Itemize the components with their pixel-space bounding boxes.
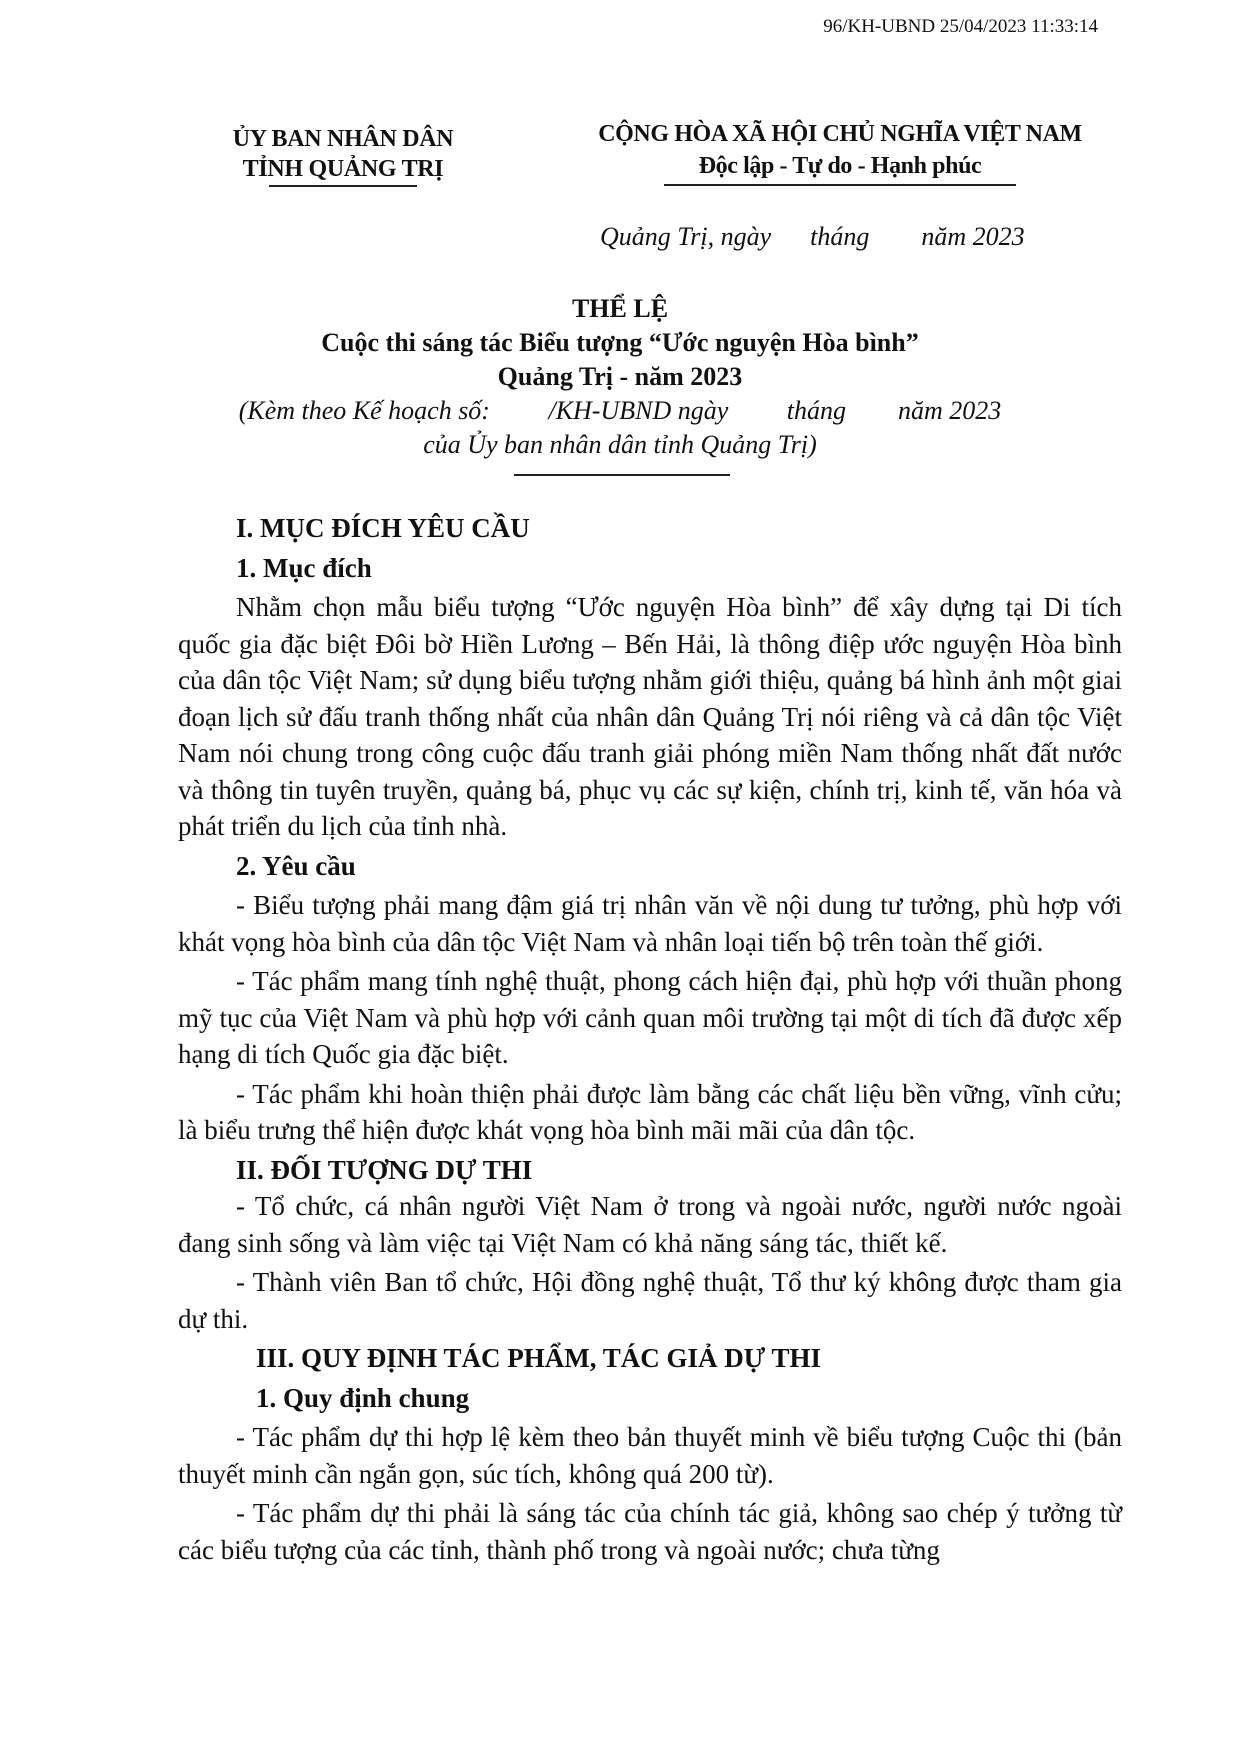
authority-underline	[269, 185, 417, 187]
section-heading: I. MỤC ĐÍCH YÊU CẦU	[236, 513, 530, 543]
paragraph: - Tác phẩm dự thi hợp lệ kèm theo bản thuyết minh về biểu tượng Cuộc thi (bản thuyết minh cần ngắn gọn, súc tích, không quá 200 từ).	[178, 1422, 1122, 1489]
paragraph: Nhằm chọn mẫu biểu tượng “Ước nguyện Hòa bình” để xây dựng tại Di tích quốc gia đặc biệt Đôi bờ Hiền Lương – Bến Hải, là thông điệp ước nguyện Hòa bình của dân tộc Việt Nam; sử dụng biểu tượng nhằm giới thiệu, quảng bá hình ảnh một giai đoạn lịch sử đấu tranh thống nhất của nhân dân Quảng Trị nói riêng và cả dân tộc Việt Nam nói chung trong công cuộc đấu tranh giải phóng miền Nam thống nhất đất nước và thông tin tuyên truyền, quảng bá, phục vụ các sự kiện, chính trị, kinh tế, văn hóa và phát triển du lịch của tỉnh nhà.	[178, 592, 1122, 841]
document-body	[178, 510, 1122, 1568]
document-stamp: 96/KH-UBND 25/04/2023 11:33:14	[823, 16, 1098, 37]
section-heading: III. QUY ĐỊNH TÁC PHẨM, TÁC GIẢ DỰ THI	[256, 1343, 822, 1373]
authority-line-2: TỈNH QUẢNG TRỊ	[242, 156, 444, 182]
attachment-note-2: của Ủy ban nhân dân tỉnh Quảng Trị)	[423, 430, 817, 459]
paragraph: - Tổ chức, cá nhân người Việt Nam ở trong và ngoài nước, người nước ngoài đang sinh sống và làm việc tại Việt Nam có khả năng sáng tác, thiết kế.	[178, 1191, 1122, 1258]
document-title: THỂ LỆ	[571, 294, 669, 323]
document-title-block	[180, 292, 1060, 476]
paragraph: - Thành viên Ban tổ chức, Hội đồng nghệ thuật, Tổ thư ký không được tham gia dự thi.	[178, 1267, 1122, 1334]
issuing-authority	[198, 124, 488, 187]
country-name: CỘNG HÒA XÃ HỘI CHỦ NGHĨA VIỆT NAM	[598, 121, 1082, 147]
attachment-note-1: (Kèm theo Kế hoạch số: /KH-UBND ngày tháng năm 2023	[238, 396, 1002, 425]
paragraph: - Tác phẩm khi hoàn thiện phải được làm bằng các chất liệu bền vững, vĩnh cửu; là biểu trưng thể hiện được khát vọng hòa bình mãi mãi của dân tộc.	[178, 1078, 1122, 1145]
subsection-heading: 1. Quy định chung	[256, 1382, 470, 1413]
title-underline	[514, 474, 730, 476]
paragraph: - Tác phẩm dự thi phải là sáng tác của chính tác giả, không sao chép ý tưởng từ các biểu tượng của các tỉnh, thành phố trong và ngoài nước; chưa từng	[178, 1498, 1122, 1565]
paragraph: - Biểu tượng phải mang đậm giá trị nhân văn về nội dung tư tưởng, phù hợp với khát vọng hòa bình của dân tộc Việt Nam và nhân loại tiến bộ trên toàn thế giới.	[178, 890, 1122, 957]
paragraph: - Tác phẩm mang tính nghệ thuật, phong cách hiện đại, phù hợp với thuần phong mỹ tục của Việt Nam và phù hợp với cảnh quan môi trường tại một di tích đã được xếp hạng di tích Quốc gia đặc biệt.	[178, 966, 1122, 1069]
section-heading: II. ĐỐI TƯỢNG DỰ THI	[236, 1154, 533, 1185]
subsection-heading: 2. Yêu cầu	[236, 850, 356, 881]
national-motto	[560, 118, 1120, 186]
authority-line-1: ỦY BAN NHÂN DÂN	[232, 126, 454, 152]
contest-name: Cuộc thi sáng tác Biểu tượng “Ước nguyện Hòa bình”	[321, 328, 919, 357]
motto-underline	[664, 184, 1016, 186]
motto: Độc lập - Tự do - Hạnh phúc	[698, 153, 982, 179]
place-date: Quảng Trị, ngày tháng năm 2023	[600, 222, 1025, 251]
subsection-heading: 1. Mục đích	[236, 552, 372, 583]
contest-place-year: Quảng Trị - năm 2023	[497, 362, 743, 391]
